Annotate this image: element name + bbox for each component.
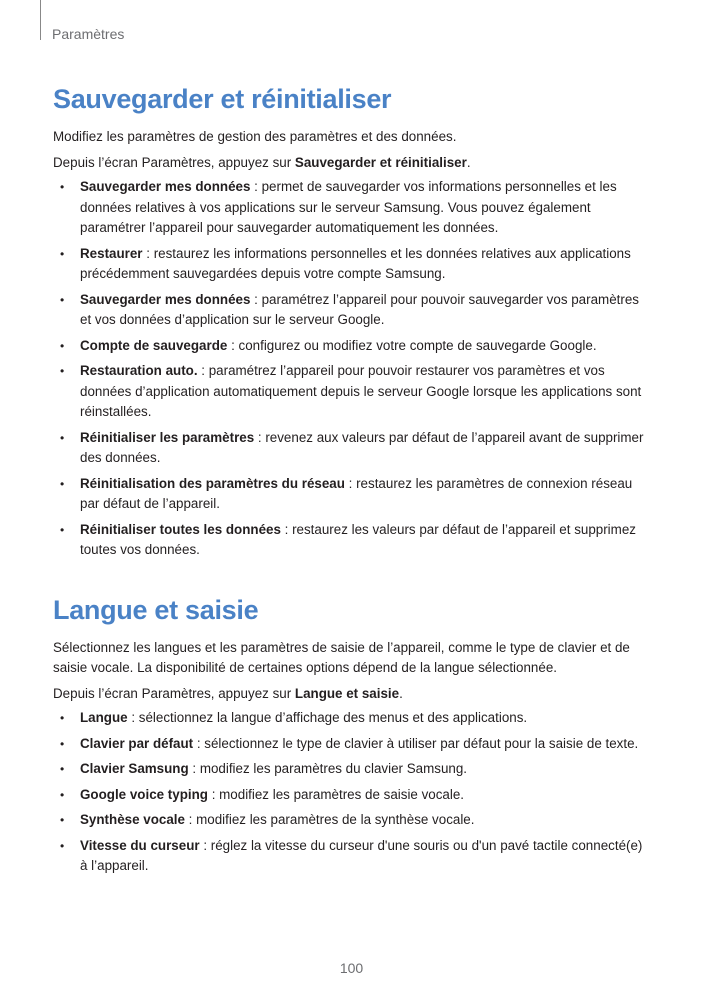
bullet-icon: • — [60, 787, 65, 802]
section-title-backup: Sauvegarder et réinitialiser — [53, 84, 392, 114]
running-header: Paramètres — [52, 26, 125, 42]
option-description: : modifiez les paramètres de saisie vocale. — [207, 786, 465, 802]
option-term: Clavier par défaut — [80, 735, 194, 751]
section-intro-language: Sélectionnez les langues et les paramètres de saisie de l’appareil, comme le type de clavier et de saisie vocale. La disponibilité de certaines options dépend de la langue sélectionnée. — [53, 639, 630, 675]
bullet-icon: • — [60, 246, 65, 261]
option-description: : modifiez les paramètres de la synthèse vocale. — [184, 812, 475, 827]
list-item — [53, 361, 653, 423]
backup-options-list — [53, 177, 653, 561]
nav-instruction-backup: Depuis l’écran Paramètres, appuyez sur Sauvegarder et réinitialiser. — [53, 154, 471, 170]
option-description: : paramétrez l’appareil pour pouvoir sauvegarder vos paramètres et vos données d’application sur le serveur Google. — [80, 291, 639, 327]
header-divider — [40, 0, 41, 40]
page-number: 100 — [339, 960, 364, 976]
list-item — [53, 244, 653, 285]
option-description: : restaurez les paramètres de connexion réseau par défaut de l’appareil. — [80, 475, 633, 511]
bullet-icon: • — [60, 838, 65, 853]
option-term: Réinitialiser toutes les données — [80, 521, 281, 537]
option-description: : sélectionnez le type de clavier à utiliser par défaut pour la saisie de texte. — [193, 735, 639, 751]
list-item — [53, 708, 653, 729]
option-description: : modifiez les paramètres du clavier Samsung. — [188, 761, 468, 776]
option-term: Restaurer — [80, 245, 143, 261]
list-item — [53, 336, 653, 357]
list-item — [53, 734, 653, 755]
option-term: Réinitialiser les paramètres — [80, 429, 255, 445]
list-item — [53, 177, 653, 239]
bullet-icon: • — [60, 292, 65, 307]
option-description: : réglez la vitesse du curseur d'une souris ou d'un pavé tactile connecté(e) à l’appareil. — [80, 837, 643, 873]
list-item — [53, 810, 653, 831]
option-description: : restaurez les valeurs par défaut de l’appareil et supprimez toutes vos données. — [80, 521, 636, 557]
option-description: : configurez ou modifiez votre compte de sauvegarde Google. — [227, 337, 597, 353]
list-item — [53, 759, 653, 780]
option-term: Langue — [80, 710, 128, 725]
bullet-icon: • — [60, 522, 65, 537]
option-term: Synthèse vocale — [80, 812, 185, 827]
page-content — [53, 84, 653, 882]
nav-instruction-language: Depuis l’écran Paramètres, appuyez sur Langue et saisie. — [53, 685, 403, 701]
list-item — [53, 520, 653, 561]
option-term: Google voice typing — [80, 786, 208, 802]
option-description: : sélectionnez la langue d’affichage des menus et des applications. — [127, 710, 528, 725]
option-description: : restaurez les informations personnelles et les données relatives aux applications précédemment sauvegardées depuis votre compte Samsung. — [80, 245, 631, 281]
bullet-icon: • — [60, 736, 65, 751]
bullet-icon: • — [60, 338, 65, 353]
list-item — [53, 785, 653, 806]
bullet-icon: • — [60, 711, 65, 725]
option-term: Compte de sauvegarde — [80, 337, 228, 353]
section-title-language: Langue et saisie — [53, 594, 259, 625]
option-term: Sauvegarder mes données — [80, 179, 251, 194]
option-term: Restauration auto. — [80, 363, 198, 378]
bullet-icon: • — [60, 813, 65, 827]
option-description: : revenez aux valeurs par défaut de l’appareil avant de supprimer des données. — [80, 429, 644, 465]
bullet-icon: • — [60, 430, 65, 445]
bullet-icon: • — [60, 364, 65, 378]
option-term: Sauvegarder mes données — [80, 291, 251, 307]
section-intro-backup: Modifiez les paramètres de gestion des paramètres et des données. — [53, 129, 457, 144]
option-description: : paramétrez l’appareil pour pouvoir restaurer vos paramètres et vos données d’application automatiquement depuis le serveur Google lorsque les applications sont réinstallées. — [80, 363, 642, 419]
list-item — [53, 474, 653, 515]
list-item — [53, 428, 653, 469]
option-term: Clavier Samsung — [80, 761, 189, 776]
option-term: Vitesse du curseur — [80, 837, 200, 853]
option-term: Réinitialisation des paramètres du réseau — [80, 475, 345, 491]
list-item — [53, 290, 653, 331]
bullet-icon: • — [60, 762, 65, 776]
language-options-list — [53, 708, 653, 877]
list-item — [53, 836, 653, 877]
option-description: : permet de sauvegarder vos informations personnelles et les données relatives à vos applications sur le serveur Samsung. Vous pouvez également paramétrer l’appareil pour sauvegarder automatiquement les données. — [80, 179, 617, 235]
bullet-icon: • — [60, 476, 65, 491]
bullet-icon: • — [60, 180, 65, 194]
